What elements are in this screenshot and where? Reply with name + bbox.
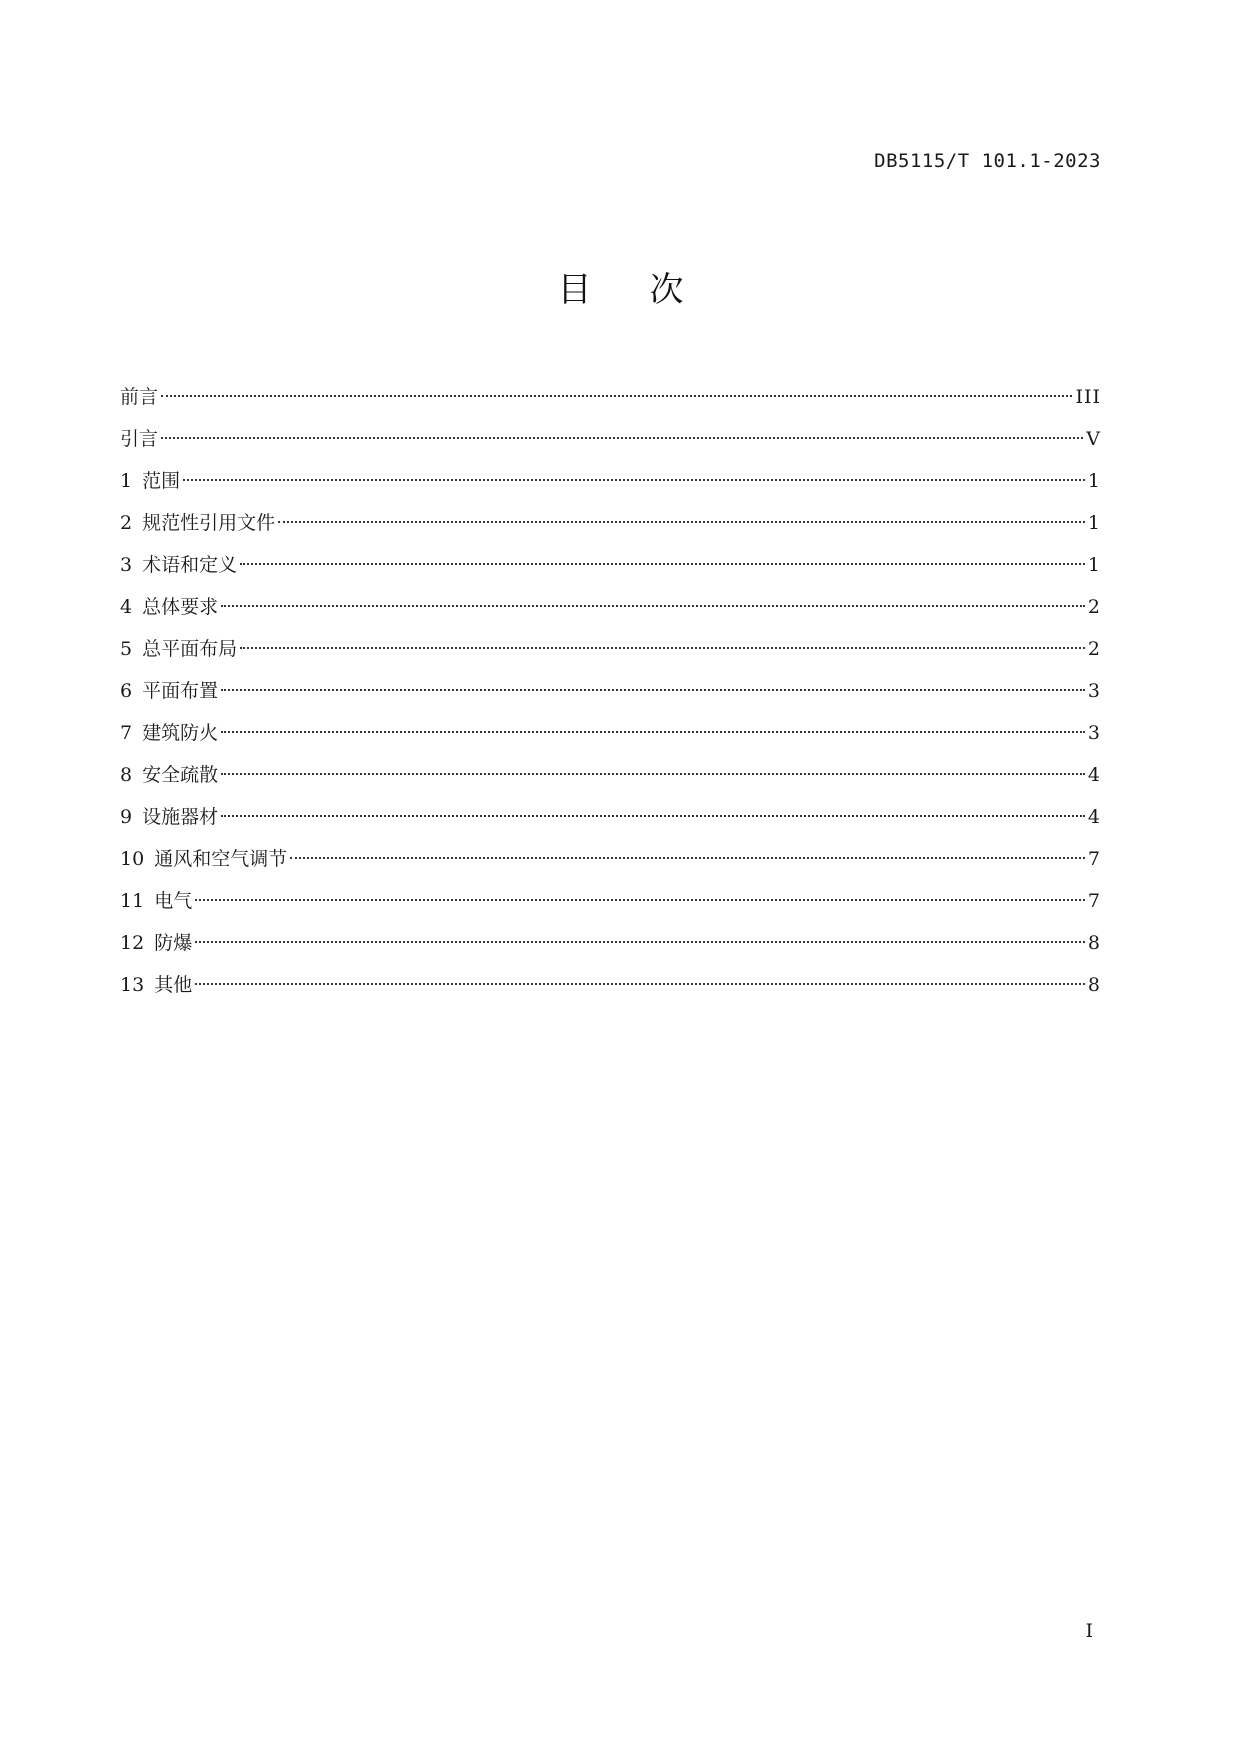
toc-entry-label: 5 总平面布局 [120,638,238,660]
dot-leader [161,395,1072,397]
toc-entry[interactable] [120,418,1101,460]
toc-entry-number: 4 [120,596,133,618]
dot-leader [240,563,1085,565]
toc-entry-number: 6 [120,680,133,702]
toc-entry[interactable] [120,922,1101,964]
toc-entry-number: 2 [120,512,133,534]
toc-entry-number: 11 [120,890,145,912]
toc-entry-page: III [1075,386,1101,408]
document-code: DB5115/T 101.1-2023 [874,150,1101,172]
toc-entry-label: 前言 [120,386,159,408]
dot-leader [221,815,1085,817]
dot-leader [240,647,1085,649]
dot-leader [278,521,1085,523]
toc-entry[interactable] [120,754,1101,796]
dot-leader [161,437,1083,439]
dot-leader [195,899,1085,901]
dot-leader [183,479,1085,481]
toc-entry[interactable] [120,880,1101,922]
dot-leader [221,605,1085,607]
toc-entry-label: 8 安全疏散 [120,764,219,786]
toc-entry-page: 8 [1087,974,1101,996]
toc-entry[interactable] [120,964,1101,1006]
table-of-contents [120,376,1101,1006]
dot-leader [195,941,1085,943]
toc-entry[interactable] [120,628,1101,670]
toc-entry-number: 13 [120,974,145,996]
dot-leader [221,689,1085,691]
toc-entry-label: 6 平面布置 [120,680,219,702]
toc-entry-number: 7 [120,722,133,744]
toc-entry-label: 11 电气 [120,890,193,912]
toc-entry-label: 引言 [120,428,159,450]
toc-entry-label: 4 总体要求 [120,596,219,618]
toc-entry[interactable] [120,796,1101,838]
toc-entry-page: 1 [1087,470,1101,492]
toc-entry-label: 12 防爆 [120,932,193,954]
toc-entry-label: 1 范围 [120,470,181,492]
page-title: 目次 [557,270,742,310]
toc-entry-page: 4 [1087,806,1101,828]
toc-entry-page: 4 [1087,764,1101,786]
toc-entry[interactable] [120,712,1101,754]
toc-entry-page: 1 [1087,554,1101,576]
toc-entry-number: 3 [120,554,133,576]
dot-leader [290,857,1085,859]
toc-entry-page: 2 [1087,596,1101,618]
toc-entry-page: V [1086,428,1101,450]
dot-leader [221,731,1085,733]
toc-entry-label: 10 通风和空气调节 [120,848,288,870]
toc-entry-label: 7 建筑防火 [120,722,219,744]
toc-entry-number: 8 [120,764,133,786]
toc-entry-number: 10 [120,848,145,870]
toc-entry[interactable] [120,586,1101,628]
toc-entry[interactable] [120,838,1101,880]
toc-entry-page: 3 [1087,680,1101,702]
toc-entry-page: 7 [1087,848,1101,870]
toc-entry[interactable] [120,670,1101,712]
dot-leader [195,983,1085,985]
toc-entry-number: 5 [120,638,133,660]
toc-entry-number: 9 [120,806,133,828]
toc-entry-number: 1 [120,470,133,492]
toc-entry-label: 3 术语和定义 [120,554,238,576]
toc-entry-page: 8 [1087,932,1101,954]
toc-entry-page: 1 [1087,512,1101,534]
toc-entry-label: 9 设施器材 [120,806,219,828]
toc-entry[interactable] [120,544,1101,586]
toc-entry-number: 12 [120,932,145,954]
toc-entry[interactable] [120,376,1101,418]
toc-entry-page: 2 [1087,638,1101,660]
toc-entry-page: 3 [1087,722,1101,744]
toc-entry-label: 13 其他 [120,974,193,996]
toc-entry[interactable] [120,502,1101,544]
toc-entry[interactable] [120,460,1101,502]
toc-entry-page: 7 [1087,890,1101,912]
toc-entry-label: 2 规范性引用文件 [120,512,276,534]
page-number: I [1085,1620,1093,1642]
dot-leader [221,773,1085,775]
